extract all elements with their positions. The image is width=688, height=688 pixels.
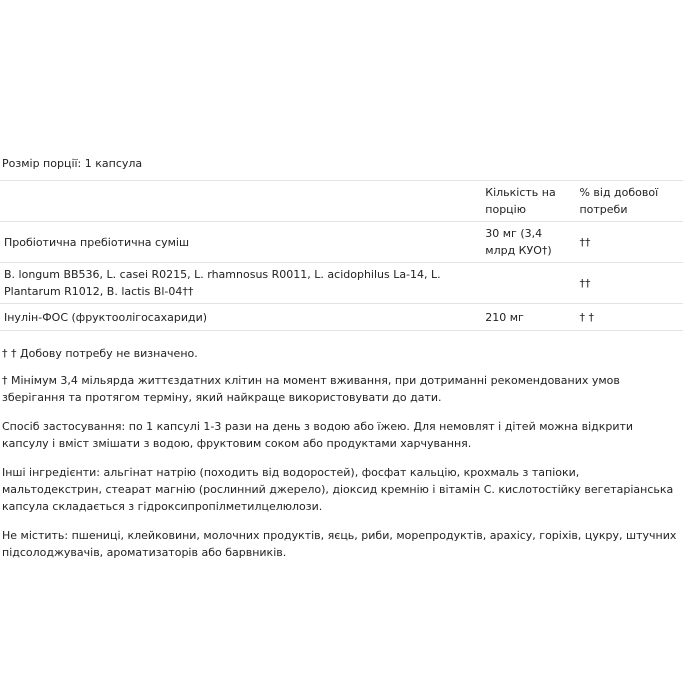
ingredient-name: B. longum BB536, L. casei R0215, L. rhamnosus R0011, L. acidophilus La-14, L. Plantarum R1012, B. lactis Bl-04†† [0, 263, 481, 304]
ingredient-name: Інулін-ФОС (фруктоолігосахариди) [0, 304, 481, 331]
ingredient-amount: 30 мг (3,4 млрд КУО†) [481, 222, 575, 263]
table-row [0, 263, 683, 304]
header-ingredient [0, 181, 481, 222]
supplement-facts-table [0, 180, 683, 331]
table-header-row [0, 181, 683, 222]
notes-section [2, 345, 678, 573]
footnote-dv-not-established: † † Добову потребу не визначено. [2, 347, 198, 360]
directions-text: Спосіб застосування: по 1 капсулі 1-3 рази на день з водою або їжею. Для немовлят і дітей можна відкрити капсулу і вміст змішати з водою, фруктовим соком або продуктами харчування. [2, 420, 634, 450]
header-amount-per-serving: Кількість на порцію [481, 181, 575, 222]
ingredient-daily-value: †† [575, 263, 683, 304]
ingredient-daily-value: †† [575, 222, 683, 263]
table-row [0, 304, 683, 331]
ingredient-amount [481, 263, 575, 304]
footnote-live-cells: † Мінімум 3,4 мільярда життєздатних клітин на момент вживання, при дотриманні рекомендованих умов зберігання та протягом терміну, який найкраще використовувати до дати. [2, 374, 620, 404]
ingredient-amount: 210 мг [481, 304, 575, 331]
ingredient-daily-value: † † [575, 304, 683, 331]
other-ingredients-text: Інші інгредієнти: альгінат натрію (походить від водоростей), фосфат кальцію, крохмаль з тапіоки, мальтодекстрин, стеарат магнію (рослинний джерело), діоксид кремнію і вітамін С. кислотостійку вегетаріанська капсула складається з гідроксипропілметилцелюлози. [2, 466, 674, 513]
ingredient-name: Пробіотична пребіотична суміш [0, 222, 481, 263]
header-daily-value: % від добової потреби [575, 181, 683, 222]
serving-size: Розмір порції: 1 капсула [2, 157, 143, 170]
table-row [0, 222, 683, 263]
free-of-text: Не містить: пшениці, клейковини, молочних продуктів, яєць, риби, морепродуктів, арахісу, горіхів, цукру, штучних підсолоджувачів, ароматизаторів або барвників. [2, 529, 677, 559]
